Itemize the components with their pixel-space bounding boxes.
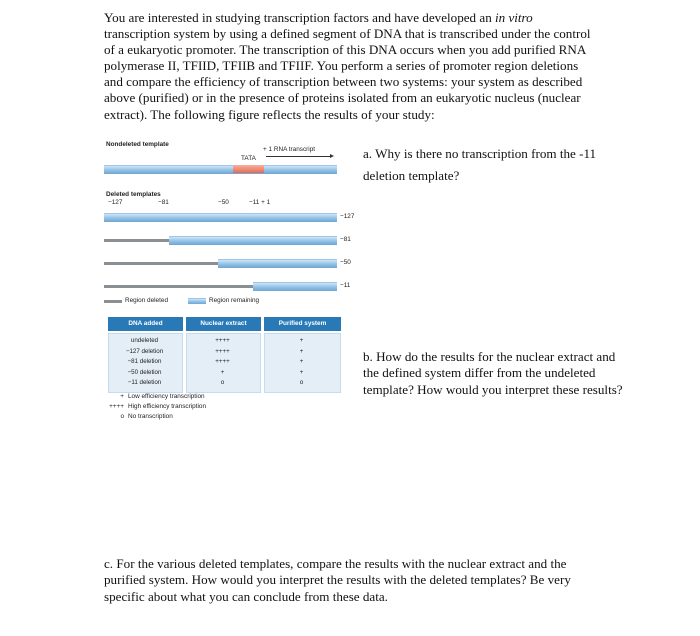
nondeleted-title: Nondeleted template [106,141,169,148]
table-cell-dna: undeleted [130,337,159,344]
tata-label: TATA [241,155,256,162]
question-c: c. For the various deleted templates, compare the results with the nuclear extract and the purified system. How would you interpret the results with the deleted templates? Be very specific about what you can conclude from these data. [104,556,571,604]
tata-box [233,165,264,173]
table-cell-nuclear: + [220,368,225,376]
table-cell-nuclear: o [220,379,225,386]
scale-label: −127 [108,199,123,206]
scale-label: −81 [158,199,169,206]
table-cell-purified: + [299,337,304,344]
deleted-region-bar [104,262,218,265]
legend-deleted-swatch [104,300,122,303]
table-cell-purified: + [299,347,304,355]
scale-label: −50 [218,199,229,206]
legend-deleted: Region deleted [125,297,168,304]
key-symbol: o [120,413,124,420]
deleted-region-bar [104,285,253,288]
legend-remaining: Region remaining [209,297,260,304]
nondeleted-template-bar [104,165,337,174]
row-label: −81 [340,236,351,243]
table-cell-dna: −81 deletion [127,358,162,365]
intro-text-before: You are interested in studying transcription factors and have developed an [104,10,496,25]
row-label: −11 [340,282,351,289]
question-b: b. How do the results for the nuclear extract and the defined system differ from the undeleted template? How would you interpret these results? [363,349,623,397]
key-symbol: + [120,393,124,400]
table-cell-dna: −50 deletion [127,368,162,376]
key-symbol: ++++ [109,403,124,410]
table-cell-nuclear: ++++ [215,347,230,355]
intro-emphasis: in vitro [495,10,533,25]
remaining-region-bar [253,282,337,291]
table-cell-nuclear: ++++ [215,337,230,344]
key-text: Low efficiency transcription [128,393,205,400]
deleted-title: Deleted templates [106,191,161,198]
table-cell-purified: o [299,379,304,386]
intro-paragraph [104,10,592,123]
table-cell-purified: + [299,358,304,365]
remaining-region-bar [169,236,337,245]
intro-text-after: transcription system by using a defined segment of DNA that is transcribed under the control of a eukaryotic promoter. The transcription of this DNA occurs when you add purified RNA polymerase II, TFIID, TFIIB and TFIIF. You perform a series of promoter region deletions and compare the efficiency of transcription between two systems: your system as described above (purified) or in the presence of proteins isolated from an eukaryotic nucleus (nuclear extract). The following figure reflects the results of your study: [104,26,591,122]
table-cell-dna: −11 deletion [127,379,162,386]
legend-remaining-swatch [188,298,206,304]
remaining-region-bar [218,259,337,268]
key-text: No transcription [128,413,173,420]
deleted-region-bar [104,239,169,242]
header-purified-system: Purified system [264,317,341,331]
rna-transcript-label: + 1 RNA transcript [263,146,316,153]
remaining-region-bar [104,213,337,222]
table-cell-dna: −127 deletion [125,347,164,355]
row-label: −127 [340,213,355,220]
question-a: a. Why is there no transcription from the -11 deletion template? [363,146,597,183]
scale-label: −11 + 1 [249,199,271,206]
transcript-arrow [266,156,330,157]
key-text: High efficiency transcription [128,403,207,410]
row-label: −50 [340,259,351,266]
figure [100,136,360,454]
header-dna-added: DNA added [108,317,183,331]
table-cell-nuclear: ++++ [215,358,230,365]
header-nuclear-extract: Nuclear extract [186,317,261,331]
table-cell-purified: + [299,368,304,376]
